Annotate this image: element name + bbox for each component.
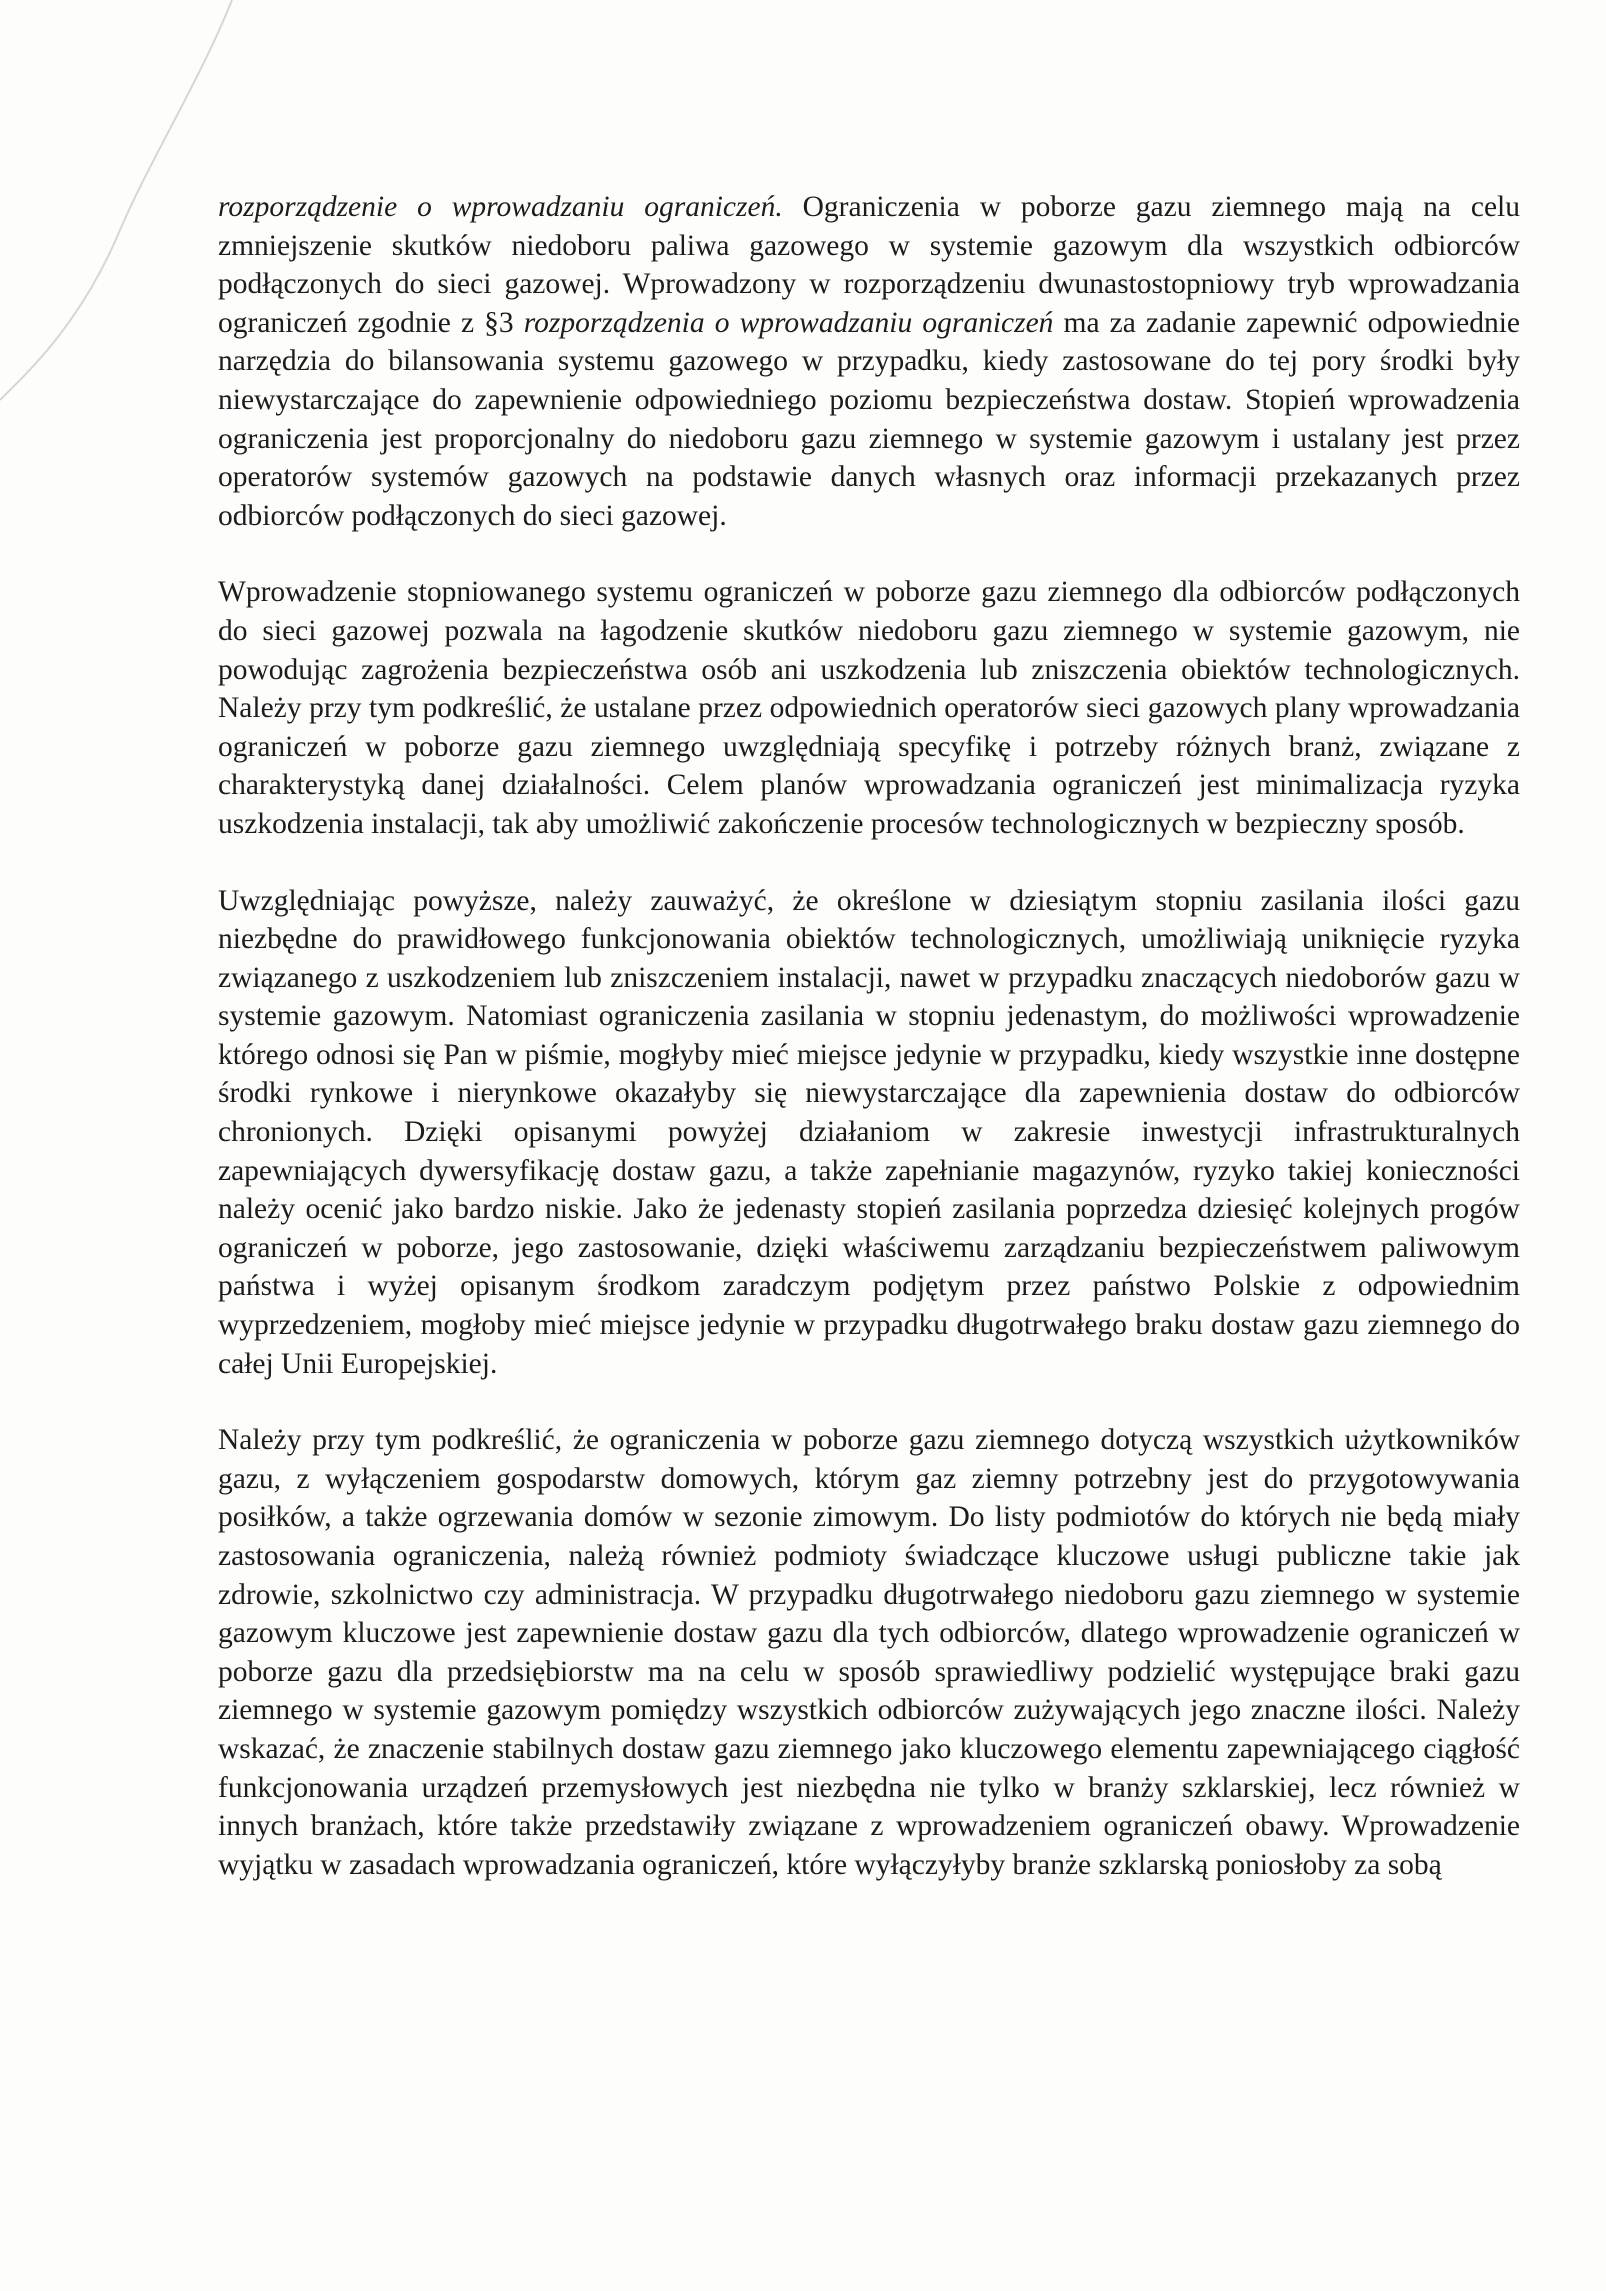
paragraph-2 [218,573,1520,843]
paragraph-4 [218,1421,1520,1884]
paragraph-3 [218,882,1520,1384]
text-segment: Ograniczenia w poborze gazu ziemnego mają na celu zmniejszenie skutków niedoboru paliwa gazowego w systemie gazowym dla wszystkich odbiorców podłączonych do sieci gazowej. Wprowadzony w rozporządzeniu dwunastostopniowy tryb wprowadzania ograniczeń zgodnie z §3 [218,191,1520,339]
paragraph-1 [218,188,1520,535]
italic-citation: rozporządzenia o wprowadzaniu ograniczeń [523,306,1054,339]
scan-fold-mark [0,0,240,420]
text-segment: Uwzględniając powyższe, należy zauważyć, że określone w dziesiątym stopniu zasilania ilości gazu niezbędne do prawidłowego funkcjonowania obiektów technologicznych, umożliwiają uniknięcie ryzyka związanego z uszkodzeniem lub zniszczeniem instalacji, nawet w przypadku znaczących niedoborów gazu w systemie gazowym. Natomiast ograniczenia zasilania w stopniu jedenastym, do możliwości wprowadzenie którego odnosi się Pan w piśmie, mogłyby mieć miejsce jedynie w przypadku, kiedy wszystkie inne dostępne środki rynkowe i nierynkowe okazałyby się niewystarczające dla zapewnienia dostaw do odbiorców chronionych. Dzięki opisanymi powyżej działaniom w zakresie inwestycji infrastrukturalnych zapewniających dywersyfikację dostaw gazu, a także zapełnianie magazynów, ryzyko takiej konieczności należy ocenić jako bardzo niskie. Jako że jedenasty stopień zasilania poprzedza dziesięć kolejnych progów ograniczeń w poborze, jego zastosowanie, dzięki właściwemu zarządzaniu bezpieczeństwem paliwowym państwa i wyżej opisanym środkom zaradczym podjętym przez państwo Polskie z odpowiednim wyprzedzeniem, mogłoby mieć miejsce jedynie w przypadku długotrwałego braku dostaw gazu ziemnego do całej Unii Europejskiej. [218,884,1520,1380]
text-segment: Należy przy tym podkreślić, że ograniczenia w poborze gazu ziemnego dotyczą wszystkich użytkowników gazu, z wyłączeniem gospodarstw domowych, którym gaz ziemny potrzebny jest do przygotowywania posiłków, a także ogrzewania domów w sezonie zimowym. Do listy podmiotów do których nie będą miały zastosowania ograniczenia, należą również podmioty świadczące kluczowe usługi publiczne takie jak zdrowie, szkolnictwo czy administracja. W przypadku długotrwałego niedoboru gazu ziemnego w systemie gazowym kluczowe jest zapewnienie dostaw gazu dla tych odbiorców, dlatego wprowadzenie ograniczeń w poborze gazu dla przedsiębiorstw ma na celu w sposób sprawiedliwy podzielić występujące braki gazu ziemnego w systemie gazowym pomiędzy wszystkich odbiorców zużywających jego znaczne ilości. Należy wskazać, że znaczenie stabilnych dostaw gazu ziemnego jako kluczowego elementu zapewniającego ciągłość funkcjonowania urządzeń przemysłowych jest niezbędna nie tylko w branży szklarskiej, lecz również w innych branżach, które także przedstawiły związane z wprowadzeniem ograniczeń obawy. Wprowadzenie wyjątku w zasadach wprowadzania ograniczeń, które wyłączyłyby branże szklarską poniosłoby za sobą [218,1424,1520,1881]
text-segment: Wprowadzenie stopniowanego systemu ograniczeń w poborze gazu ziemnego dla odbiorców podłączonych do sieci gazowej pozwala na łagodzenie skutków niedoboru gazu ziemnego w systemie gazowym, nie powodując zagrożenia bezpieczeństwa osób ani uszkodzenia lub zniszczenia obiektów technologicznych. Należy przy tym podkreślić, że ustalane przez odpowiednich operatorów sieci gazowych plany wprowadzania ograniczeń w poborze gazu ziemnego uwzględniają specyfikę i potrzeby różnych branż, związane z charakterystyką danej działalności. Celem planów wprowadzania ograniczeń jest minimalizacja ryzyka uszkodzenia instalacji, tak aby umożliwić zakończenie procesów technologicznych w bezpieczny sposób. [218,576,1520,840]
document-body [218,188,1520,1884]
text-segment: ma za zadanie zapewnić odpowiednie narzędzia do bilansowania systemu gazowego w przypadku, kiedy zastosowane do tej pory środki były niewystarczające do zapewnienie odpowiedniego poziomu bezpieczeństwa dostaw. Stopień wprowadzenia ograniczenia jest proporcjonalny do niedoboru gazu ziemnego w systemie gazowym i ustalany jest przez operatorów systemów gazowych na podstawie danych własnych oraz informacji przekazanych przez odbiorców podłączonych do sieci gazowej. [218,306,1520,532]
italic-citation: rozporządzenie o wprowadzaniu ograniczeń. [218,191,783,223]
